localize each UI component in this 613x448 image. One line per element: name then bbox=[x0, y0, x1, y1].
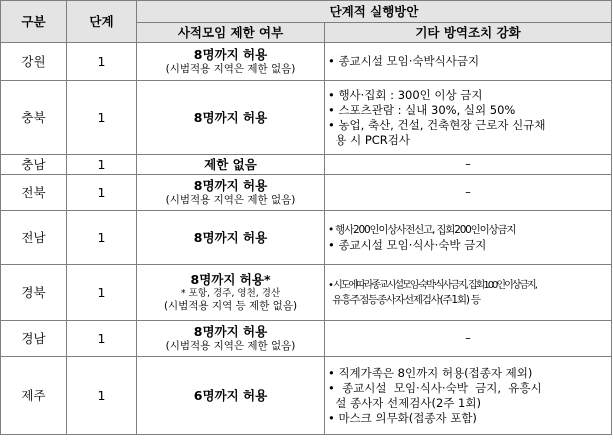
other-line: • 행사200인이상사전신고, 집회200인이상금지 bbox=[328, 223, 516, 236]
step-cell: 1 bbox=[67, 155, 137, 175]
other-line: 설 종사자 선제검사(2주 1회) bbox=[328, 395, 481, 410]
region-cell: 제주 bbox=[1, 357, 67, 435]
table-row bbox=[1, 321, 612, 357]
other-line: • 농업, 축산, 건설, 건축현장 근로자 신규채 bbox=[328, 117, 546, 132]
other-cell-empty: – bbox=[325, 175, 612, 211]
region-cell: 전남 bbox=[1, 211, 67, 265]
region-cell: 충남 bbox=[1, 155, 67, 175]
other-line: • 직계가족은 8인까지 허용(접종자 제외) bbox=[328, 365, 533, 380]
limit-cell bbox=[137, 211, 325, 265]
other-line: • 행사·집회 : 300인 이상 금지 bbox=[328, 87, 483, 102]
limit-main: 8명까지 허용 bbox=[193, 229, 268, 245]
header-other: 기타 방역조치 강화 bbox=[325, 23, 612, 43]
limit-cell bbox=[137, 175, 325, 211]
header-step: 단계 bbox=[67, 1, 137, 43]
step-cell: 1 bbox=[67, 81, 137, 155]
limit-cell bbox=[137, 321, 325, 357]
region-cell: 강원 bbox=[1, 43, 67, 81]
limit-cell bbox=[137, 155, 325, 175]
limit-note: * 포항, 경주, 영천, 경산 bbox=[180, 288, 281, 299]
limit-main: 6명까지 허용 bbox=[193, 387, 268, 403]
limit-main: 8명까지 허용 bbox=[193, 178, 268, 193]
step-cell: 1 bbox=[67, 175, 137, 211]
other-cell-empty: – bbox=[325, 155, 612, 175]
step-cell: 1 bbox=[67, 265, 137, 321]
limit-main: 8명까지 허용 bbox=[193, 47, 268, 62]
region-cell: 충북 bbox=[1, 81, 67, 155]
other-line: • 스포츠관람 : 실내 30%, 실외 50% bbox=[328, 102, 516, 117]
region-cell: 경남 bbox=[1, 321, 67, 357]
other-cell bbox=[325, 265, 612, 321]
limit-cell bbox=[137, 43, 325, 81]
other-line: 용 시 PCR검사 bbox=[328, 132, 411, 147]
limit-main: 8명까지 허용 bbox=[193, 324, 268, 339]
region-cell: 전북 bbox=[1, 175, 67, 211]
step-cell: 1 bbox=[67, 211, 137, 265]
region-cell: 경북 bbox=[1, 265, 67, 321]
limit-main: 8명까지 허용 bbox=[193, 109, 268, 125]
limit-sub: (시범적용 지역은 제한 없음) bbox=[165, 340, 296, 352]
other-cell bbox=[325, 357, 612, 435]
other-cell-empty: – bbox=[325, 321, 612, 357]
other-cell bbox=[325, 43, 612, 81]
other-line: • 종교시설 모임·식사·숙박 금지, 유흥시 bbox=[328, 380, 542, 395]
table-row bbox=[1, 155, 612, 175]
step-cell: 1 bbox=[67, 357, 137, 435]
step-cell: 1 bbox=[67, 43, 137, 81]
table-row bbox=[1, 211, 612, 265]
limit-cell bbox=[137, 265, 325, 321]
other-line: • 시도에따라종교시설모임·숙박·식사금지, 집회100인이상금지, bbox=[328, 279, 536, 291]
limit-sub: (시범적용 지역 등 제한 없음) bbox=[163, 300, 298, 312]
step-cell: 1 bbox=[67, 321, 137, 357]
limit-main: 제한 없음 bbox=[204, 156, 257, 172]
header-limit: 사적모임 제한 여부 bbox=[137, 23, 325, 43]
header-plan: 단계적 실행방안 bbox=[137, 1, 612, 23]
other-line: • 마스크 의무화(접종자 포함) bbox=[328, 410, 477, 425]
table-row bbox=[1, 357, 612, 435]
header-region: 구분 bbox=[1, 1, 67, 43]
limit-main: 8명까지 허용* bbox=[190, 272, 271, 287]
limit-cell bbox=[137, 81, 325, 155]
table-row bbox=[1, 43, 612, 81]
table-row bbox=[1, 81, 612, 155]
other-line: • 종교시설 모임·숙박식사금지 bbox=[328, 54, 480, 68]
limit-cell bbox=[137, 357, 325, 435]
other-cell bbox=[325, 211, 612, 265]
table-row bbox=[1, 265, 612, 321]
other-line: 유흥주점등종사자선제검사(주1회) 등 bbox=[328, 293, 480, 306]
limit-sub: (시범적용 지역은 제한 없음) bbox=[165, 63, 296, 75]
limit-sub: (시범적용 지역은 제한 없음) bbox=[165, 194, 296, 206]
table-row bbox=[1, 175, 612, 211]
other-line: • 종교시설 모임·식사·숙박 금지 bbox=[328, 237, 487, 252]
other-cell bbox=[325, 81, 612, 155]
